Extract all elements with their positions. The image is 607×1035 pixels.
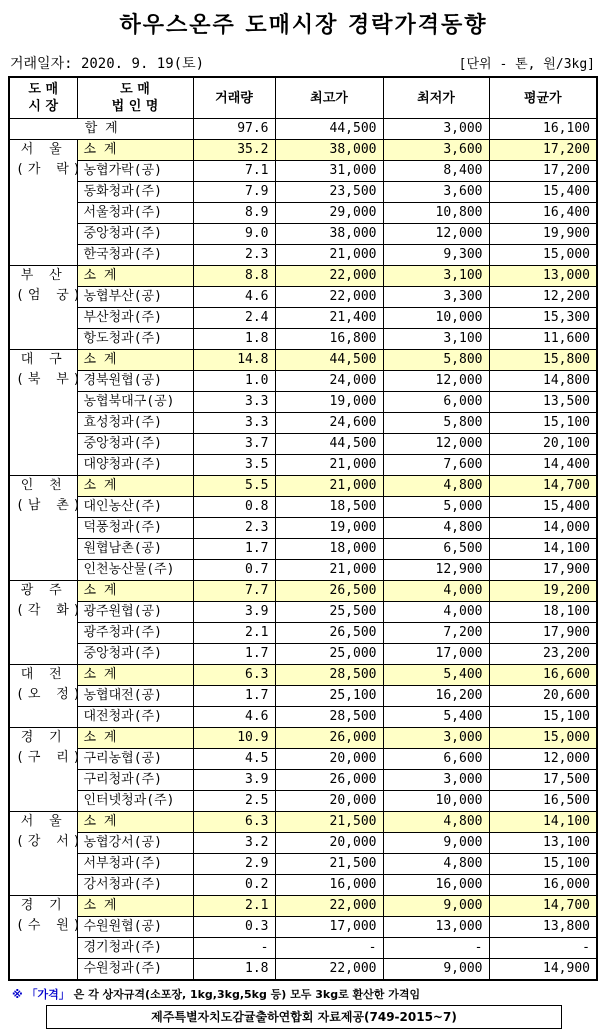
corp-name: 덕풍청과(주): [77, 518, 193, 539]
corp-name: 수원원협(공): [77, 917, 193, 938]
avg-price-cell: 16,400: [489, 203, 597, 224]
corp-name: 소 계: [77, 812, 193, 833]
market-name: [9, 665, 85, 728]
corp-name: 강서청과(주): [77, 875, 193, 896]
min-price-cell: 5,800: [383, 413, 489, 434]
min-price-cell: 8,400: [383, 161, 489, 182]
avg-price-cell: 15,000: [489, 245, 597, 266]
corp-name: 농협북대구(공): [77, 392, 193, 413]
subtotal-row: [9, 581, 597, 602]
max-price-cell: 22,000: [275, 266, 383, 287]
corp-name: 경기청과(주): [77, 938, 193, 959]
volume-cell: 4.6: [193, 707, 275, 728]
corp-name: 대전청과(주): [77, 707, 193, 728]
avg-price-cell: 14,100: [489, 539, 597, 560]
table-row: [9, 434, 597, 455]
max-price-cell: 31,000: [275, 161, 383, 182]
table-row: [9, 791, 597, 812]
table-row: [9, 224, 597, 245]
volume-cell: 3.3: [193, 392, 275, 413]
avg-price-cell: 15,100: [489, 854, 597, 875]
min-price-cell: 3,600: [383, 140, 489, 161]
table-row: [9, 560, 597, 581]
avg-price-cell: 14,800: [489, 371, 597, 392]
subtotal-row: [9, 476, 597, 497]
volume-cell: 9.0: [193, 224, 275, 245]
market-district: (수 원): [16, 918, 85, 933]
min-price-cell: -: [383, 938, 489, 959]
min-price-cell: 3,300: [383, 287, 489, 308]
header-avg: 평균가: [489, 77, 597, 119]
avg-price-cell: 17,200: [489, 140, 597, 161]
corp-name: 광주청과(주): [77, 623, 193, 644]
corp-name: 한국청과(주): [77, 245, 193, 266]
max-price-cell: 44,500: [275, 434, 383, 455]
total-label: 합 계: [9, 119, 193, 140]
table-row: [9, 203, 597, 224]
table-row: [9, 938, 597, 959]
max-price-cell: 28,500: [275, 707, 383, 728]
market-district: (남 촌): [16, 498, 85, 513]
market-name: [9, 581, 85, 665]
min-price-cell: 9,300: [383, 245, 489, 266]
total-row: [9, 119, 597, 140]
corp-name: 소 계: [77, 476, 193, 497]
table-row: [9, 518, 597, 539]
header-row: [9, 77, 597, 119]
total-min: 3,000: [383, 119, 489, 140]
avg-price-cell: 16,600: [489, 665, 597, 686]
market-name: [9, 266, 85, 350]
min-price-cell: 4,000: [383, 581, 489, 602]
max-price-cell: 26,500: [275, 623, 383, 644]
corp-name: 수원청과(주): [77, 959, 193, 981]
corp-name: 중앙청과(주): [77, 434, 193, 455]
table-row: [9, 707, 597, 728]
market-city: 경 기: [20, 898, 66, 913]
corp-name: 항도청과(주): [77, 329, 193, 350]
avg-price-cell: 12,000: [489, 749, 597, 770]
avg-price-cell: 15,400: [489, 497, 597, 518]
table-row: [9, 329, 597, 350]
subtotal-row: [9, 665, 597, 686]
max-price-cell: -: [275, 938, 383, 959]
min-price-cell: 7,200: [383, 623, 489, 644]
max-price-cell: 19,000: [275, 518, 383, 539]
corp-name: 경북원협(공): [77, 371, 193, 392]
volume-cell: 3.9: [193, 602, 275, 623]
avg-price-cell: 13,100: [489, 833, 597, 854]
table-row: [9, 644, 597, 665]
total-avg: 16,100: [489, 119, 597, 140]
max-price-cell: 26,000: [275, 770, 383, 791]
market-city: 서 울: [20, 814, 66, 829]
subtotal-row: [9, 140, 597, 161]
min-price-cell: 13,000: [383, 917, 489, 938]
market-district: (가 락): [16, 162, 85, 177]
table-row: [9, 602, 597, 623]
volume-cell: 3.9: [193, 770, 275, 791]
market-name: [9, 812, 85, 896]
corp-name: 대양청과(주): [77, 455, 193, 476]
volume-cell: 3.2: [193, 833, 275, 854]
subtotal-row: [9, 896, 597, 917]
min-price-cell: 10,000: [383, 308, 489, 329]
avg-price-cell: 15,300: [489, 308, 597, 329]
min-price-cell: 3,100: [383, 329, 489, 350]
min-price-cell: 4,800: [383, 812, 489, 833]
max-price-cell: 26,000: [275, 728, 383, 749]
max-price-cell: 25,100: [275, 686, 383, 707]
table-row: [9, 497, 597, 518]
volume-cell: 3.7: [193, 434, 275, 455]
corp-name: 서부청과(주): [77, 854, 193, 875]
volume-cell: 0.7: [193, 560, 275, 581]
volume-cell: 2.5: [193, 791, 275, 812]
avg-price-cell: 17,500: [489, 770, 597, 791]
max-price-cell: 20,000: [275, 749, 383, 770]
avg-price-cell: 15,100: [489, 707, 597, 728]
corp-name: 인터넷청과(주): [77, 791, 193, 812]
corp-name: 동화청과(주): [77, 182, 193, 203]
corp-name: 구리농협(공): [77, 749, 193, 770]
min-price-cell: 5,000: [383, 497, 489, 518]
min-price-cell: 16,000: [383, 875, 489, 896]
market-name: [9, 350, 85, 476]
corp-name: 중앙청과(주): [77, 224, 193, 245]
volume-cell: 0.2: [193, 875, 275, 896]
avg-price-cell: 13,500: [489, 392, 597, 413]
corp-name: 소 계: [77, 581, 193, 602]
corp-name: 서울청과(주): [77, 203, 193, 224]
max-price-cell: 25,000: [275, 644, 383, 665]
min-price-cell: 9,000: [383, 959, 489, 981]
table-row: [9, 287, 597, 308]
volume-cell: 0.3: [193, 917, 275, 938]
avg-price-cell: 17,900: [489, 560, 597, 581]
market-city: 인 천: [20, 478, 66, 493]
corp-name: 인천농산물(주): [77, 560, 193, 581]
data-source: 제주특별자치도감귤출하연합회 자료제공(749-2015~7): [46, 1005, 562, 1029]
avg-price-cell: 18,100: [489, 602, 597, 623]
min-price-cell: 4,800: [383, 518, 489, 539]
max-price-cell: 21,400: [275, 308, 383, 329]
volume-cell: 7.7: [193, 581, 275, 602]
volume-cell: 2.3: [193, 245, 275, 266]
min-price-cell: 6,600: [383, 749, 489, 770]
avg-price-cell: 14,700: [489, 476, 597, 497]
volume-cell: 4.5: [193, 749, 275, 770]
corp-name: 농협가락(공): [77, 161, 193, 182]
header-max: 최고가: [275, 77, 383, 119]
max-price-cell: 24,600: [275, 413, 383, 434]
table-row: [9, 770, 597, 791]
total-max: 44,500: [275, 119, 383, 140]
min-price-cell: 12,000: [383, 224, 489, 245]
table-row: [9, 539, 597, 560]
avg-price-cell: 14,400: [489, 455, 597, 476]
avg-price-cell: 20,600: [489, 686, 597, 707]
volume-cell: 8.8: [193, 266, 275, 287]
min-price-cell: 4,000: [383, 602, 489, 623]
volume-cell: 4.6: [193, 287, 275, 308]
volume-cell: 0.8: [193, 497, 275, 518]
max-price-cell: 44,500: [275, 350, 383, 371]
max-price-cell: 28,500: [275, 665, 383, 686]
volume-cell: 35.2: [193, 140, 275, 161]
max-price-cell: 25,500: [275, 602, 383, 623]
min-price-cell: 7,600: [383, 455, 489, 476]
avg-price-cell: 13,000: [489, 266, 597, 287]
table-row: [9, 833, 597, 854]
market-district: (구 리): [16, 750, 85, 765]
min-price-cell: 10,000: [383, 791, 489, 812]
max-price-cell: 24,000: [275, 371, 383, 392]
volume-cell: 6.3: [193, 812, 275, 833]
corp-name: 광주원협(공): [77, 602, 193, 623]
min-price-cell: 12,900: [383, 560, 489, 581]
volume-cell: 7.9: [193, 182, 275, 203]
corp-name: 소 계: [77, 140, 193, 161]
max-price-cell: 23,500: [275, 182, 383, 203]
table-row: [9, 371, 597, 392]
max-price-cell: 19,000: [275, 392, 383, 413]
min-price-cell: 16,200: [383, 686, 489, 707]
max-price-cell: 18,500: [275, 497, 383, 518]
avg-price-cell: 12,200: [489, 287, 597, 308]
volume-cell: 2.1: [193, 623, 275, 644]
min-price-cell: 9,000: [383, 896, 489, 917]
avg-price-cell: 20,100: [489, 434, 597, 455]
corp-name: 구리청과(주): [77, 770, 193, 791]
market-district: (각 화): [16, 603, 85, 618]
max-price-cell: 20,000: [275, 791, 383, 812]
table-row: [9, 392, 597, 413]
market-name: [9, 140, 85, 266]
market-name: [9, 476, 85, 581]
table-row: [9, 749, 597, 770]
table-row: [9, 917, 597, 938]
volume-cell: 2.1: [193, 896, 275, 917]
corp-name: 원협남촌(공): [77, 539, 193, 560]
table-row: [9, 686, 597, 707]
unit-label: [단위 - 톤, 원/3kg]: [458, 57, 595, 72]
table-row: [9, 161, 597, 182]
avg-price-cell: 19,200: [489, 581, 597, 602]
min-price-cell: 12,000: [383, 371, 489, 392]
avg-price-cell: 11,600: [489, 329, 597, 350]
market-district: (강 서): [16, 834, 85, 849]
corp-name: 소 계: [77, 350, 193, 371]
volume-cell: 2.3: [193, 518, 275, 539]
volume-cell: 8.9: [193, 203, 275, 224]
market-city: 부 산: [20, 268, 66, 283]
avg-price-cell: -: [489, 938, 597, 959]
market-district: (북 부): [16, 372, 85, 387]
avg-price-cell: 17,900: [489, 623, 597, 644]
volume-cell: 5.5: [193, 476, 275, 497]
market-city: 경 기: [20, 730, 66, 745]
min-price-cell: 9,000: [383, 833, 489, 854]
volume-cell: 1.0: [193, 371, 275, 392]
corp-name: 농협부산(공): [77, 287, 193, 308]
volume-cell: 10.9: [193, 728, 275, 749]
avg-price-cell: 14,900: [489, 959, 597, 981]
min-price-cell: 10,800: [383, 203, 489, 224]
subtotal-row: [9, 812, 597, 833]
corp-name: 소 계: [77, 665, 193, 686]
footnote: [12, 986, 420, 1002]
volume-cell: 1.8: [193, 329, 275, 350]
min-price-cell: 12,000: [383, 434, 489, 455]
avg-price-cell: 15,800: [489, 350, 597, 371]
subtotal-row: [9, 266, 597, 287]
avg-price-cell: 14,700: [489, 896, 597, 917]
volume-cell: 3.5: [193, 455, 275, 476]
min-price-cell: 17,000: [383, 644, 489, 665]
volume-cell: 7.1: [193, 161, 275, 182]
table-row: [9, 959, 597, 981]
max-price-cell: 21,000: [275, 560, 383, 581]
max-price-cell: 21,500: [275, 854, 383, 875]
market-name: [9, 896, 85, 981]
avg-price-cell: 14,100: [489, 812, 597, 833]
max-price-cell: 21,500: [275, 812, 383, 833]
min-price-cell: 6,000: [383, 392, 489, 413]
volume-cell: 1.7: [193, 686, 275, 707]
corp-name: 부산청과(주): [77, 308, 193, 329]
corp-name: 농협강서(공): [77, 833, 193, 854]
market-city: 광 주: [20, 583, 66, 598]
corp-name: 소 계: [77, 728, 193, 749]
avg-price-cell: 17,200: [489, 161, 597, 182]
max-price-cell: 18,000: [275, 539, 383, 560]
min-price-cell: 3,600: [383, 182, 489, 203]
volume-cell: 1.7: [193, 539, 275, 560]
corp-name: 소 계: [77, 896, 193, 917]
max-price-cell: 29,000: [275, 203, 383, 224]
volume-cell: 2.4: [193, 308, 275, 329]
table-row: [9, 182, 597, 203]
avg-price-cell: 16,000: [489, 875, 597, 896]
table-row: [9, 308, 597, 329]
max-price-cell: 26,500: [275, 581, 383, 602]
subtotal-row: [9, 350, 597, 371]
table-row: [9, 854, 597, 875]
max-price-cell: 22,000: [275, 959, 383, 981]
header-corp: 도 매 법 인 명: [77, 77, 193, 119]
min-price-cell: 4,800: [383, 854, 489, 875]
avg-price-cell: 14,000: [489, 518, 597, 539]
corp-name: 대인농산(주): [77, 497, 193, 518]
price-table: [8, 76, 598, 981]
market-city: 서 울: [20, 142, 66, 157]
market-city: 대 전: [20, 667, 66, 682]
market-district: (엄 궁): [16, 288, 85, 303]
market-name: [9, 728, 85, 812]
avg-price-cell: 23,200: [489, 644, 597, 665]
table-row: [9, 623, 597, 644]
corp-name: 효성청과(주): [77, 413, 193, 434]
max-price-cell: 21,000: [275, 245, 383, 266]
table-row: [9, 245, 597, 266]
min-price-cell: 4,800: [383, 476, 489, 497]
corp-name: 소 계: [77, 266, 193, 287]
volume-cell: 1.8: [193, 959, 275, 981]
min-price-cell: 3,100: [383, 266, 489, 287]
footnote-text: 은 각 상자규격(소포장, 1kg,3kg,5kg 등) 모두 3kg로 환산한 가격임: [73, 988, 421, 1001]
min-price-cell: 3,000: [383, 770, 489, 791]
max-price-cell: 38,000: [275, 140, 383, 161]
avg-price-cell: 15,000: [489, 728, 597, 749]
volume-cell: 6.3: [193, 665, 275, 686]
min-price-cell: 3,000: [383, 728, 489, 749]
max-price-cell: 38,000: [275, 224, 383, 245]
min-price-cell: 6,500: [383, 539, 489, 560]
max-price-cell: 16,800: [275, 329, 383, 350]
volume-cell: 14.8: [193, 350, 275, 371]
max-price-cell: 20,000: [275, 833, 383, 854]
header-volume: 거래량: [193, 77, 275, 119]
header-min: 최저가: [383, 77, 489, 119]
market-district: (오 정): [16, 687, 85, 702]
max-price-cell: 17,000: [275, 917, 383, 938]
volume-cell: 3.3: [193, 413, 275, 434]
avg-price-cell: 19,900: [489, 224, 597, 245]
avg-price-cell: 15,400: [489, 182, 597, 203]
avg-price-cell: 13,800: [489, 917, 597, 938]
max-price-cell: 21,000: [275, 455, 383, 476]
page-title: 하우스온주 도매시장 경락가격동향: [119, 13, 488, 38]
max-price-cell: 22,000: [275, 287, 383, 308]
min-price-cell: 5,400: [383, 707, 489, 728]
corp-name: 중앙청과(주): [77, 644, 193, 665]
max-price-cell: 22,000: [275, 896, 383, 917]
corp-name: 농협대전(공): [77, 686, 193, 707]
total-volume: 97.6: [193, 119, 275, 140]
table-row: [9, 455, 597, 476]
table-row: [9, 875, 597, 896]
max-price-cell: 21,000: [275, 476, 383, 497]
volume-cell: 1.7: [193, 644, 275, 665]
market-city: 대 구: [20, 352, 66, 367]
volume-cell: 2.9: [193, 854, 275, 875]
footnote-mark: ※ 「가격」: [12, 988, 70, 1001]
max-price-cell: 16,000: [275, 875, 383, 896]
header-market: 도 매 시 장: [9, 77, 77, 119]
min-price-cell: 5,800: [383, 350, 489, 371]
subtotal-row: [9, 728, 597, 749]
trade-date: 거래일자: 2020. 9. 19(토): [10, 56, 205, 72]
table-row: [9, 413, 597, 434]
avg-price-cell: 15,100: [489, 413, 597, 434]
min-price-cell: 5,400: [383, 665, 489, 686]
avg-price-cell: 16,500: [489, 791, 597, 812]
volume-cell: -: [193, 938, 275, 959]
